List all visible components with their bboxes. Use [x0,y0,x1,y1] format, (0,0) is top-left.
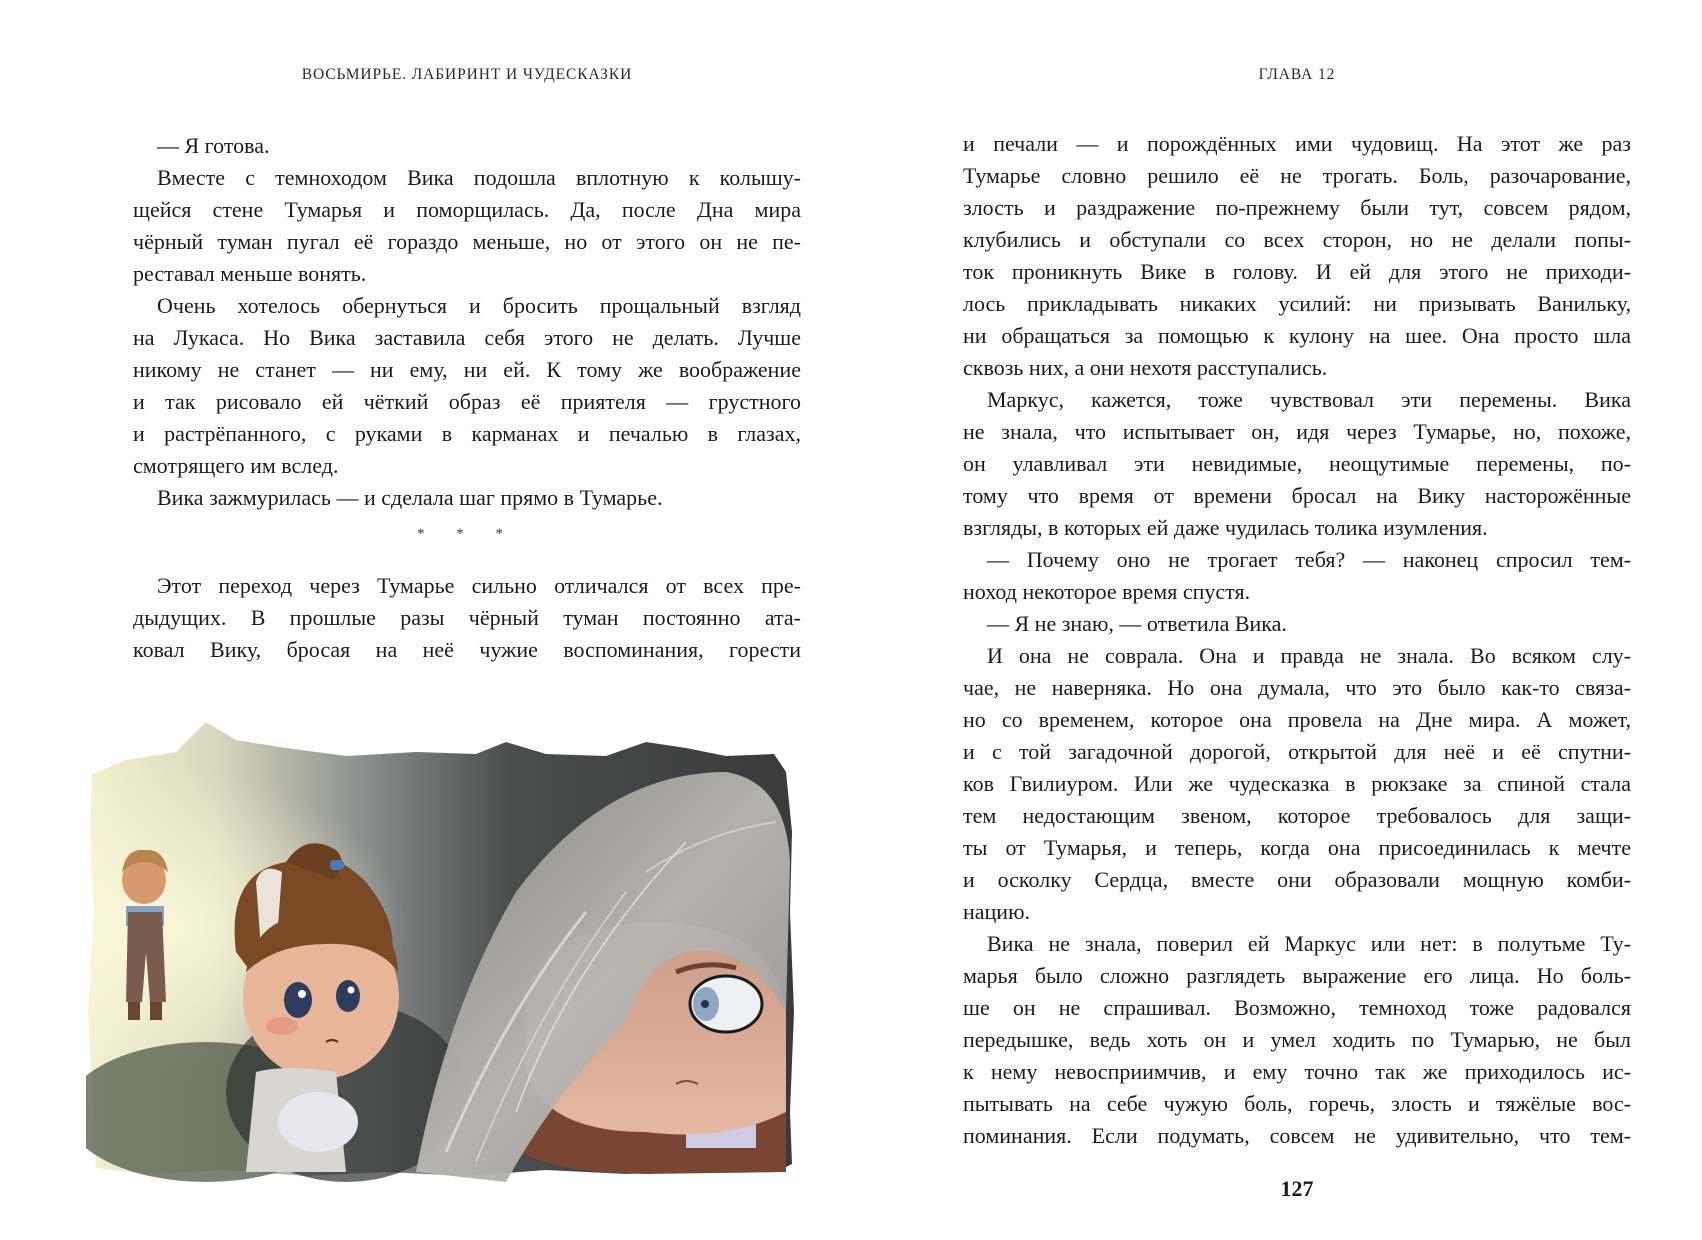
text-line: ше он не спрашивал. Возможно, темноход тоже радовался [963,995,1631,1020]
text-line: взгляды, в которых ей даже чудилась толика изумления. [963,515,1488,540]
text-line: ни обращаться за помощью к кулону на шее. Она просто шла [963,323,1631,348]
text-line: чае, не наверняка. Но она думала, что это было как-то связа- [963,675,1631,700]
left-page-text [133,130,801,666]
text-line: и с той загадочной дорогой, открытой для неё и её спутни- [963,739,1631,764]
text-line: нацию. [963,899,1031,924]
illustration-painting [86,712,826,1200]
right-page [851,0,1702,1240]
text-line: Вика зажмурилась — и сделала шаг прямо в Тумарье. [157,485,663,510]
text-line: Очень хотелось обернуться и бросить прощальный взгляд [157,293,801,318]
text-line: ток проникнуть Вике в голову. И ей для этого не приходи- [963,259,1631,284]
text-line: на Лукаса. Но Вика заставила себя этого не делать. Лучше [133,325,801,350]
text-line: И она не соврала. Она и правда не знала. Во всяком слу- [987,643,1631,668]
text-line: Этот переход через Тумарье сильно отличался от всех пре- [157,573,801,598]
illustration [86,712,826,1200]
text-line: Вместе с темноходом Вика подошла вплотную к колышу- [157,165,801,190]
text-line: Тумарье словно решило её не трогать. Боль, разочарование, [963,163,1631,188]
right-page-text [963,128,1631,1152]
text-line: но со временем, которое она провела на Дне мира. А может, [963,707,1631,732]
text-line: клубились и обступали со всех сторон, но не делали попы- [963,227,1631,252]
text-line: Маркус, кажется, тоже чувствовал эти перемены. Вика [987,387,1631,412]
scene-break: * * * [417,526,517,542]
text-line: — Я готова. [157,133,270,158]
text-line: реставал меньше вонять. [133,261,367,286]
text-line: злость и раздражение по-прежнему были тут, совсем рядом, [963,195,1631,220]
text-line: он улавливал эти невидимые, неощутимые перемены, по- [963,451,1631,476]
text-line: никому не станет — ни ему, ни ей. К тому же воображение [133,357,801,382]
running-head-chapter: ГЛАВА 12 [1258,66,1336,83]
text-line: сквозь них, а они нехотя расступались. [963,355,1328,380]
text-line: — Я не знаю, — ответила Вика. [987,611,1287,636]
text-line: лось прикладывать никаких усилий: ни призывать Ванильку, [963,291,1631,316]
text-line: не знала, что испытывает он, идя через Тумарье, но, похоже, [963,419,1631,444]
text-line: передышке, ведь хоть он и умел ходить по Тумарью, не был [963,1027,1631,1052]
text-line: к нему невосприимчив, и ему точно так же приходилось ис- [963,1059,1631,1084]
running-head-book-title: ВОСЬМИРЬЕ. ЛАБИРИНТ И ЧУДЕСКАЗКИ [301,66,633,83]
text-before-scene-break [133,130,801,514]
text-line: марья было сложно разглядеть выражение его лица. Но боль- [963,963,1631,988]
text-line: тем недостающим звеном, которое требовалось для защи- [963,803,1631,828]
text-line: ноход некоторое время спустя. [963,579,1251,604]
text-line: смотрящего им вслед. [133,453,339,478]
text-line: — Почему оно не трогает тебя? — наконец спросил тем- [987,547,1631,572]
text-line: пытывать на себе чужую боль, горечь, злость и тяжёлые вос- [963,1091,1631,1116]
text-line: тому что время от времени бросал на Вику насторожённые [963,483,1631,508]
text-after-scene-break [133,570,801,666]
text-line: и так рисовало ей чёткий образ её приятеля — грустного [133,389,801,414]
text-line: поминания. Если подумать, совсем не удивительно, что тем- [963,1123,1631,1148]
text-line: дыдущих. В прошлые разы чёрный туман постоянно ата- [133,605,801,630]
text-line: чёрный туман пугал её гораздо меньше, но от этого он не пе- [133,229,801,254]
text-line: ты от Тумарья, и теперь, когда она присоединилась к мечте [963,835,1631,860]
text-line: и печали — и порождённых ими чудовищ. На этот же раз [963,131,1631,156]
text-line: и растрёпанного, с руками в карманах и печалью в глазах, [133,421,801,446]
text-line: и осколку Сердца, вместе они образовали мощную комби- [963,867,1631,892]
text-line: Вика не знала, поверил ей Маркус или нет: в полутьме Ту- [987,931,1631,956]
text-line: ков Гвилиуром. Или же чудесказка в рюкзаке за спиной стала [963,771,1631,796]
text-line: ковал Вику, бросая на неё чужие воспоминания, горести [133,637,801,662]
text-line: щейся стене Тумарья и поморщилась. Да, после Дна мира [133,197,801,222]
page-number: 127 [1280,1176,1314,1201]
